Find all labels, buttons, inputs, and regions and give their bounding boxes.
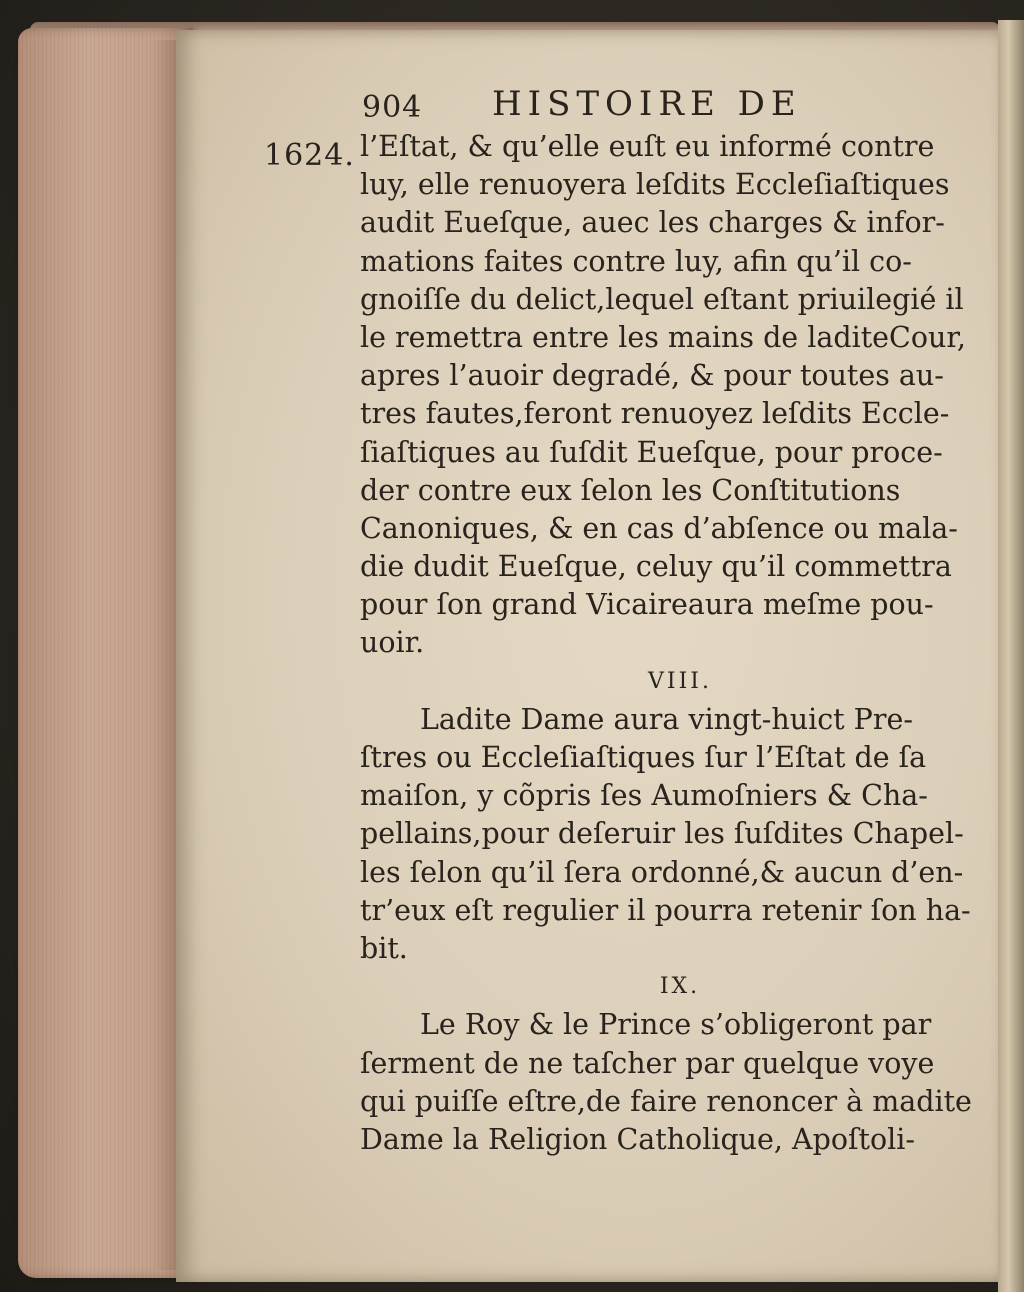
text-line: luy, elle renuoyera leſdits Eccleſiaſtiques — [360, 168, 950, 202]
text-line: Le Roy & le Prince s’obligeront par — [420, 1008, 932, 1042]
section-heading-viii: VIII. — [648, 668, 712, 694]
running-header — [200, 78, 970, 134]
text-line: Canoniques, & en cas d’abſence ou mala- — [360, 511, 958, 545]
body-text — [360, 128, 972, 1159]
text-line: tres fautes,feront renuoyez leſdits Eccle- — [360, 397, 950, 431]
text-line: mations faites contre luy, afin qu’il co- — [360, 244, 912, 278]
page-number: 904 — [362, 90, 423, 125]
facing-page-edge — [998, 20, 1024, 1292]
text-line: apres l’auoir degradé, & pour toutes au- — [360, 359, 944, 393]
section-heading-ix: IX. — [659, 974, 701, 1000]
text-line: gnoiſſe du delict,lequel eſtant priuilegié il — [360, 282, 964, 316]
text-line: audit Eueſque, auec les charges & infor- — [360, 206, 945, 240]
text-line: bit. — [360, 931, 408, 965]
text-line: pellains,pour deſeruir les ſuſdites Chapel- — [360, 817, 964, 851]
text-line: le remettra entre les mains de laditeCour, — [360, 320, 966, 354]
text-line: l’Eſtat, & qu’elle euſt eu informé contre — [360, 130, 935, 163]
text-line: Ladite Dame aura vingt-huict Pre- — [420, 702, 913, 736]
margin-year: 1624. — [264, 138, 355, 173]
text-line: qui puiſſe eſtre,de faire renoncer à madite — [360, 1084, 972, 1118]
text-line: les ſelon qu’il ſera ordonné,& aucun d’en- — [360, 855, 964, 889]
text-line: ſtres ou Eccleſiaſtiques ſur l’Eſtat de ſa — [360, 741, 927, 774]
text-line: ſerment de ne taſcher par quelque voye — [360, 1046, 935, 1080]
text-line: ſiaſtiques au ſuſdit Eueſque, pour proce- — [360, 435, 943, 469]
text-line: tr’eux eſt regulier il pourra retenir ſon ha- — [360, 893, 971, 927]
text-line: der contre eux ſelon les Conſtitutions — [360, 473, 901, 507]
text-line: Dame la Religion Catholique, Apoſtoli- — [360, 1122, 916, 1156]
page-text — [200, 78, 972, 1156]
text-line: uoir. — [360, 626, 425, 660]
text-line: pour ſon grand Vicaireaura meſme pou- — [360, 588, 934, 622]
running-title: HISTOIRE DE — [492, 84, 802, 124]
text-line: maiſon, y cõpris ſes Aumoſniers & Cha- — [360, 779, 928, 813]
text-line: die dudit Eueſque, celuy qu’il commettra — [360, 550, 952, 584]
